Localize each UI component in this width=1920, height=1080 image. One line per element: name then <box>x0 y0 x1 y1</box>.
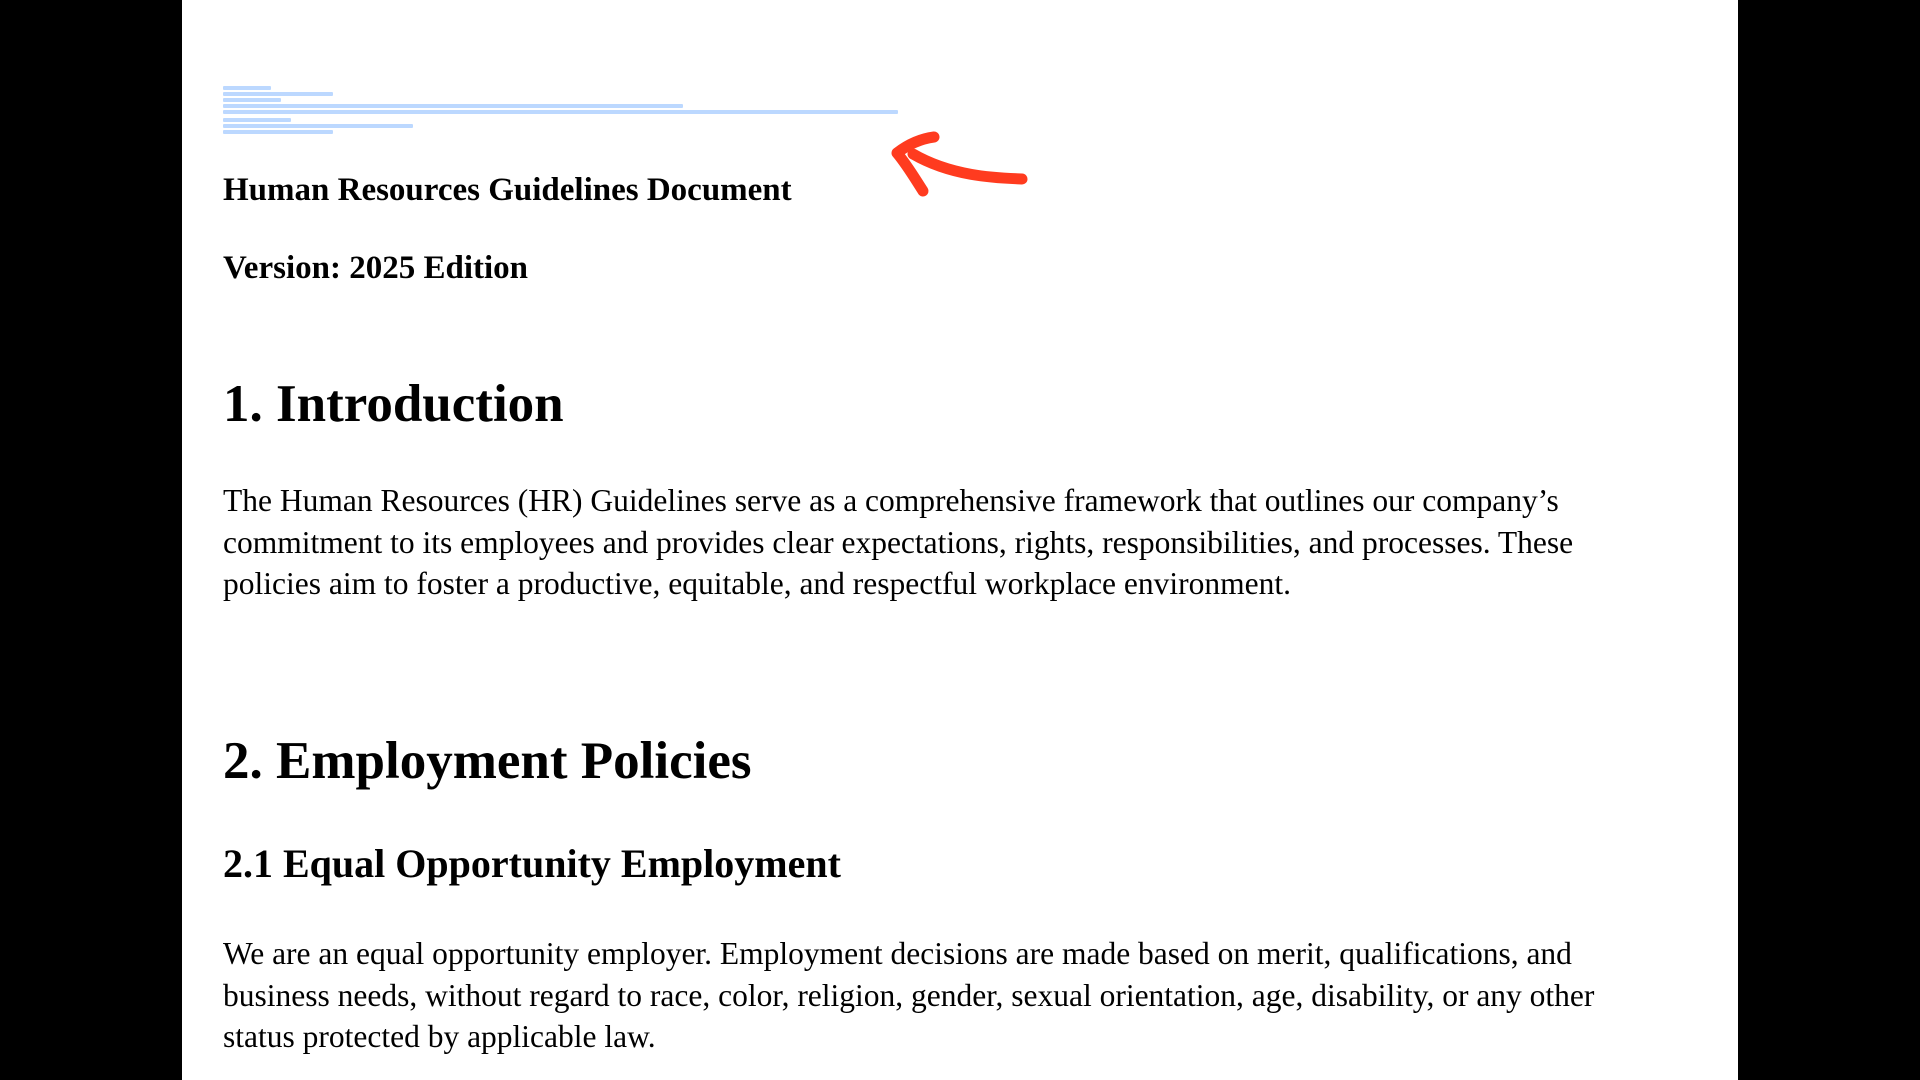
equal-opportunity-paragraph: We are an equal opportunity employer. Employment decisions are made based on merit, qualifications, and business needs, without regard to race, color, religion, gender, sexual orientation, age, disability, or any other status protected by applicable law. <box>223 936 1595 1054</box>
section-heading-employment-policies: 2. Employment Policies <box>223 732 752 790</box>
document-title: Human Resources Guidelines Document <box>223 172 792 208</box>
selection-line <box>223 104 683 108</box>
curved-arrow-icon <box>889 129 1029 199</box>
selection-line <box>223 124 413 128</box>
selection-line <box>223 118 291 122</box>
subsection-heading-equal-opportunity: 2.1 Equal Opportunity Employment <box>223 841 841 886</box>
selection-line <box>223 86 271 90</box>
selection-line <box>223 130 333 134</box>
section-heading-introduction: 1. Introduction <box>223 375 564 433</box>
introduction-paragraph: The Human Resources (HR) Guidelines serve as a comprehensive framework that outlines our company’s commitment to its employees and provides clear expectations, rights, responsibilities, and processes. These policies aim to foster a productive, equitable, and respectful workplace environment. <box>223 483 1574 601</box>
selection-line <box>223 110 898 114</box>
selection-line <box>223 98 281 102</box>
selection-line <box>223 92 333 96</box>
text-selection-highlight[interactable] <box>223 86 923 138</box>
document-version: Version: 2025 Edition <box>223 250 528 286</box>
